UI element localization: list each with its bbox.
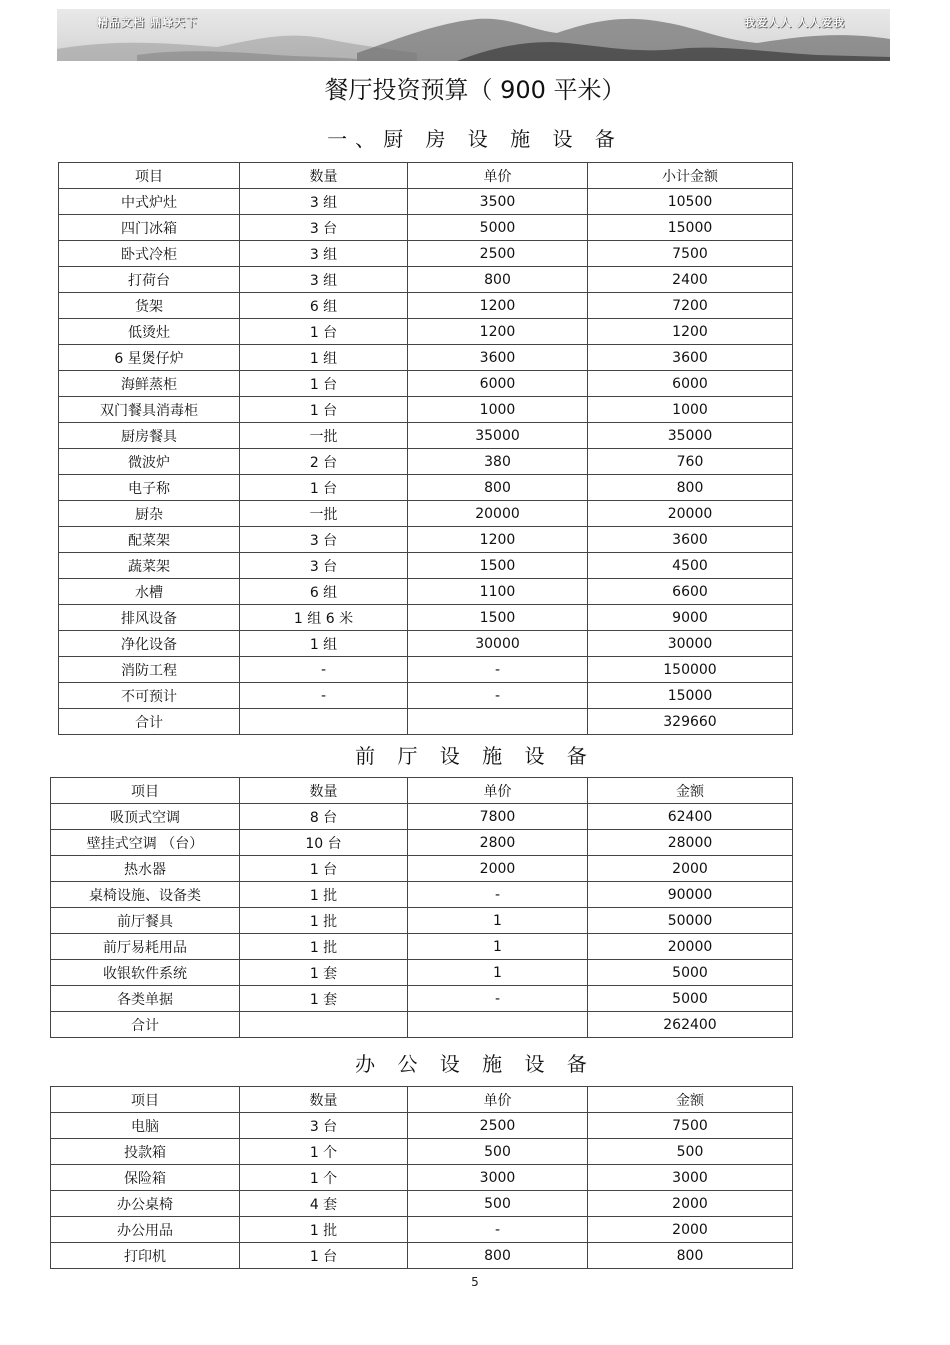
table-row (59, 527, 793, 553)
amount-cell: 90000 (588, 882, 793, 908)
amount-cell: 2000 (588, 1191, 793, 1217)
unit-price-cell: 6000 (408, 371, 588, 397)
unit-price-cell: 800 (408, 267, 588, 293)
table-row (59, 605, 793, 631)
column-header: 项目 (51, 778, 240, 804)
unit-price-cell: - (408, 683, 588, 709)
amount-cell: 15000 (588, 683, 793, 709)
table-row (59, 189, 793, 215)
column-header: 数量 (240, 1087, 408, 1113)
table-row (59, 371, 793, 397)
table-row (59, 579, 793, 605)
column-header: 数量 (240, 778, 408, 804)
column-header: 金额 (588, 1087, 793, 1113)
quantity-cell: 1 组 6 米 (240, 605, 408, 631)
table-row (59, 215, 793, 241)
unit-price-cell: 1200 (408, 527, 588, 553)
amount-cell: 1000 (588, 397, 793, 423)
unit-price-cell: 2000 (408, 856, 588, 882)
table-row (59, 709, 793, 735)
item-name-cell: 打印机 (51, 1243, 240, 1269)
amount-cell: 2400 (588, 267, 793, 293)
quantity-cell: 1 组 (240, 345, 408, 371)
quantity-cell: 10 台 (240, 830, 408, 856)
unit-price-cell: 1100 (408, 579, 588, 605)
section-title-office: 办 公 设 施 设 备 (355, 1052, 595, 1076)
document-title: 餐厅投资预算（ 900 平米） (324, 76, 626, 104)
unit-price-cell (408, 1012, 588, 1038)
table-row (59, 319, 793, 345)
item-name-cell: 办公用品 (51, 1217, 240, 1243)
section-title-kitchen: 一、厨 房 设 施 设 备 (327, 127, 623, 151)
quantity-cell: 2 台 (240, 449, 408, 475)
column-header: 小计金额 (588, 163, 793, 189)
item-name-cell: 收银软件系统 (51, 960, 240, 986)
amount-cell: 6000 (588, 371, 793, 397)
unit-price-cell: 1200 (408, 293, 588, 319)
banner-left-text: 精品文档 鼎峰天下 (97, 16, 198, 29)
item-name-cell: 不可预计 (59, 683, 240, 709)
item-name-cell: 前厅易耗用品 (51, 934, 240, 960)
amount-cell: 50000 (588, 908, 793, 934)
table-row (59, 553, 793, 579)
amount-cell: 329660 (588, 709, 793, 735)
table-header-row (59, 163, 793, 189)
unit-price-cell: 1200 (408, 319, 588, 345)
table-row (51, 986, 793, 1012)
amount-cell: 10500 (588, 189, 793, 215)
item-name-cell: 排风设备 (59, 605, 240, 631)
amount-cell: 6600 (588, 579, 793, 605)
quantity-cell: - (240, 683, 408, 709)
kitchen-equipment-table (58, 162, 793, 735)
quantity-cell: 1 个 (240, 1165, 408, 1191)
item-name-cell: 货架 (59, 293, 240, 319)
item-name-cell: 打荷台 (59, 267, 240, 293)
quantity-cell: 3 组 (240, 241, 408, 267)
quantity-cell: - (240, 657, 408, 683)
unit-price-cell: 2800 (408, 830, 588, 856)
amount-cell: 760 (588, 449, 793, 475)
amount-cell: 15000 (588, 215, 793, 241)
amount-cell: 150000 (588, 657, 793, 683)
quantity-cell: 1 组 (240, 631, 408, 657)
table-row (51, 1012, 793, 1038)
item-name-cell: 微波炉 (59, 449, 240, 475)
amount-cell: 20000 (588, 501, 793, 527)
quantity-cell: 1 台 (240, 475, 408, 501)
table-row (51, 960, 793, 986)
quantity-cell: 6 组 (240, 293, 408, 319)
item-name-cell: 净化设备 (59, 631, 240, 657)
quantity-cell: 3 台 (240, 527, 408, 553)
unit-price-cell: 7800 (408, 804, 588, 830)
item-name-cell: 中式炉灶 (59, 189, 240, 215)
item-name-cell: 前厅餐具 (51, 908, 240, 934)
amount-cell: 7500 (588, 1113, 793, 1139)
unit-price-cell: 380 (408, 449, 588, 475)
unit-price-cell: 1 (408, 960, 588, 986)
amount-cell: 28000 (588, 830, 793, 856)
item-name-cell: 海鲜蒸柜 (59, 371, 240, 397)
unit-price-cell: 1 (408, 934, 588, 960)
quantity-cell (240, 1012, 408, 1038)
quantity-cell: 1 套 (240, 960, 408, 986)
column-header: 数量 (240, 163, 408, 189)
column-header: 金额 (588, 778, 793, 804)
unit-price-cell: 1000 (408, 397, 588, 423)
quantity-cell: 1 批 (240, 908, 408, 934)
item-name-cell: 投款箱 (51, 1139, 240, 1165)
table-row (59, 449, 793, 475)
unit-price-cell: 2500 (408, 241, 588, 267)
amount-cell: 3000 (588, 1165, 793, 1191)
quantity-cell: 3 组 (240, 189, 408, 215)
quantity-cell: 1 套 (240, 986, 408, 1012)
quantity-cell: 1 台 (240, 1243, 408, 1269)
table-header-row (51, 1087, 793, 1113)
quantity-cell: 一批 (240, 423, 408, 449)
column-header: 项目 (59, 163, 240, 189)
unit-price-cell: 30000 (408, 631, 588, 657)
item-name-cell: 双门餐具消毒柜 (59, 397, 240, 423)
quantity-cell: 1 批 (240, 882, 408, 908)
quantity-cell: 3 台 (240, 553, 408, 579)
table-row (51, 908, 793, 934)
unit-price-cell: 500 (408, 1139, 588, 1165)
unit-price-cell: 3000 (408, 1165, 588, 1191)
amount-cell: 2000 (588, 1217, 793, 1243)
unit-price-cell: - (408, 986, 588, 1012)
item-name-cell: 电脑 (51, 1113, 240, 1139)
table-row (59, 241, 793, 267)
item-name-cell: 蔬菜架 (59, 553, 240, 579)
quantity-cell: 1 台 (240, 319, 408, 345)
unit-price-cell: 800 (408, 1243, 588, 1269)
amount-cell: 3600 (588, 345, 793, 371)
amount-cell: 20000 (588, 934, 793, 960)
item-name-cell: 卧式冷柜 (59, 241, 240, 267)
quantity-cell: 4 套 (240, 1191, 408, 1217)
item-name-cell: 消防工程 (59, 657, 240, 683)
table-row (59, 423, 793, 449)
unit-price-cell: 3600 (408, 345, 588, 371)
unit-price-cell: 1500 (408, 553, 588, 579)
table-row (59, 267, 793, 293)
table-row (51, 934, 793, 960)
unit-price-cell (408, 709, 588, 735)
header-banner (57, 9, 890, 61)
amount-cell: 800 (588, 475, 793, 501)
amount-cell: 2000 (588, 856, 793, 882)
item-name-cell: 厨杂 (59, 501, 240, 527)
amount-cell: 7200 (588, 293, 793, 319)
table-row (51, 1113, 793, 1139)
table-row (51, 1217, 793, 1243)
column-header: 单价 (408, 778, 588, 804)
item-name-cell: 四门冰箱 (59, 215, 240, 241)
office-equipment-table (50, 1086, 793, 1269)
front-hall-equipment-table (50, 777, 793, 1038)
table-row (51, 1191, 793, 1217)
item-name-cell: 合计 (59, 709, 240, 735)
amount-cell: 262400 (588, 1012, 793, 1038)
page-number: 5 (471, 1275, 479, 1289)
quantity-cell: 8 台 (240, 804, 408, 830)
item-name-cell: 各类单据 (51, 986, 240, 1012)
item-name-cell: 吸顶式空调 (51, 804, 240, 830)
quantity-cell: 1 台 (240, 371, 408, 397)
unit-price-cell: - (408, 1217, 588, 1243)
amount-cell: 9000 (588, 605, 793, 631)
amount-cell: 35000 (588, 423, 793, 449)
table-row (59, 683, 793, 709)
column-header: 项目 (51, 1087, 240, 1113)
unit-price-cell: 5000 (408, 215, 588, 241)
table-row (59, 293, 793, 319)
quantity-cell: 3 组 (240, 267, 408, 293)
table-row (51, 1139, 793, 1165)
item-name-cell: 厨房餐具 (59, 423, 240, 449)
item-name-cell: 水槽 (59, 579, 240, 605)
unit-price-cell: 500 (408, 1191, 588, 1217)
banner-right-text: 我爱人人 人人爱我 (744, 16, 845, 29)
item-name-cell: 低烫灶 (59, 319, 240, 345)
unit-price-cell: 800 (408, 475, 588, 501)
table-row (51, 882, 793, 908)
quantity-cell: 1 台 (240, 856, 408, 882)
quantity-cell: 1 批 (240, 1217, 408, 1243)
column-header: 单价 (408, 1087, 588, 1113)
item-name-cell: 电子称 (59, 475, 240, 501)
table-row (59, 501, 793, 527)
table-row (51, 1243, 793, 1269)
item-name-cell: 桌椅设施、设备类 (51, 882, 240, 908)
amount-cell: 5000 (588, 986, 793, 1012)
unit-price-cell: - (408, 882, 588, 908)
unit-price-cell: 2500 (408, 1113, 588, 1139)
table-header-row (51, 778, 793, 804)
amount-cell: 800 (588, 1243, 793, 1269)
section-title-front-hall: 前 厅 设 施 设 备 (355, 744, 595, 768)
unit-price-cell: - (408, 657, 588, 683)
quantity-cell: 3 台 (240, 1113, 408, 1139)
item-name-cell: 热水器 (51, 856, 240, 882)
column-header: 单价 (408, 163, 588, 189)
table-row (59, 631, 793, 657)
item-name-cell: 配菜架 (59, 527, 240, 553)
table-row (51, 1165, 793, 1191)
quantity-cell (240, 709, 408, 735)
item-name-cell: 壁挂式空调 （台） (51, 830, 240, 856)
unit-price-cell: 35000 (408, 423, 588, 449)
amount-cell: 5000 (588, 960, 793, 986)
amount-cell: 500 (588, 1139, 793, 1165)
amount-cell: 3600 (588, 527, 793, 553)
amount-cell: 62400 (588, 804, 793, 830)
quantity-cell: 1 个 (240, 1139, 408, 1165)
quantity-cell: 3 台 (240, 215, 408, 241)
unit-price-cell: 20000 (408, 501, 588, 527)
table-row (51, 856, 793, 882)
table-row (59, 657, 793, 683)
unit-price-cell: 3500 (408, 189, 588, 215)
amount-cell: 7500 (588, 241, 793, 267)
quantity-cell: 一批 (240, 501, 408, 527)
amount-cell: 1200 (588, 319, 793, 345)
table-row (59, 397, 793, 423)
quantity-cell: 1 台 (240, 397, 408, 423)
table-row (59, 475, 793, 501)
unit-price-cell: 1500 (408, 605, 588, 631)
amount-cell: 4500 (588, 553, 793, 579)
item-name-cell: 办公桌椅 (51, 1191, 240, 1217)
quantity-cell: 1 批 (240, 934, 408, 960)
unit-price-cell: 1 (408, 908, 588, 934)
item-name-cell: 保险箱 (51, 1165, 240, 1191)
item-name-cell: 6 星煲仔炉 (59, 345, 240, 371)
table-row (51, 830, 793, 856)
amount-cell: 30000 (588, 631, 793, 657)
item-name-cell: 合计 (51, 1012, 240, 1038)
quantity-cell: 6 组 (240, 579, 408, 605)
table-row (51, 804, 793, 830)
table-row (59, 345, 793, 371)
